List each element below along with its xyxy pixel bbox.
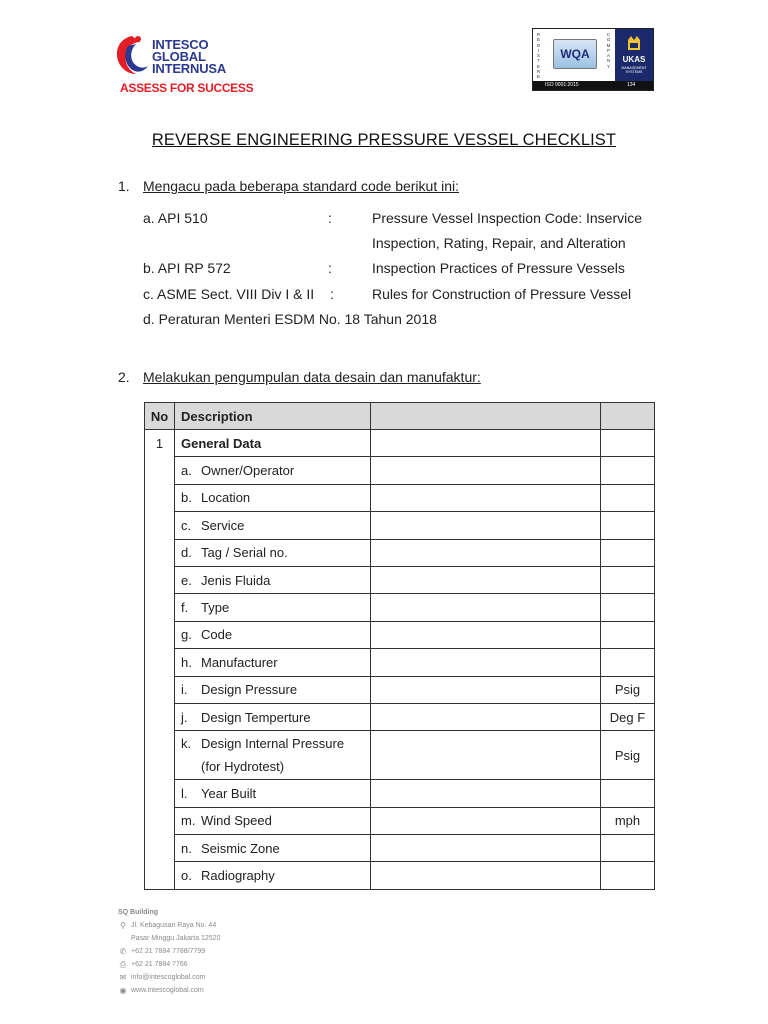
row-letter: i. — [181, 682, 188, 698]
row-desc-cont: (for Hydrotest) — [201, 759, 285, 775]
table-row — [145, 594, 655, 621]
no-cell — [145, 807, 175, 834]
value-cell[interactable] — [371, 430, 601, 457]
document-title: REVERSE ENGINEERING PRESSURE VESSEL CHECKLIST — [151, 131, 617, 149]
no-cell — [145, 780, 175, 807]
unit-cell — [601, 512, 655, 539]
iso-label: ISO 9001:2015 — [545, 82, 579, 88]
unit-cell — [601, 835, 655, 862]
value-cell[interactable] — [371, 539, 601, 566]
section2-heading: Melakukan pengumpulan data desain dan manufaktur: — [143, 369, 481, 385]
value-cell[interactable] — [371, 862, 601, 889]
unit-cell — [601, 539, 655, 566]
unit-cell: mph — [601, 807, 655, 834]
description-cell — [175, 731, 371, 780]
wqa-mark — [533, 29, 616, 81]
footer-building: SQ Building — [118, 909, 159, 916]
unit-cell — [601, 430, 655, 457]
unit-cell — [601, 566, 655, 593]
design-data-table — [144, 402, 655, 890]
value-cell[interactable] — [371, 835, 601, 862]
row-letter: a. — [181, 463, 192, 479]
ukas-mark — [615, 29, 653, 81]
value-cell[interactable] — [371, 703, 601, 730]
cert-number: 134 — [627, 82, 636, 88]
description-cell — [175, 484, 371, 511]
no-cell — [145, 703, 175, 730]
mail-icon: ✉ — [119, 973, 127, 982]
table-row — [145, 731, 655, 780]
unit-cell — [601, 457, 655, 484]
row-desc: Code — [201, 627, 233, 643]
value-cell[interactable] — [371, 621, 601, 648]
description-cell — [175, 457, 371, 484]
value-cell[interactable] — [371, 676, 601, 703]
row-letter: o. — [181, 868, 192, 884]
logo-wordmark: INTESCO GLOBAL INTERNUSA — [152, 37, 227, 76]
cert-right-vertical: C O M P A N Y — [606, 32, 611, 69]
row-desc: Owner/Operator — [201, 463, 295, 479]
row-desc: Seismic Zone — [201, 840, 280, 856]
row-letter: b. — [181, 490, 192, 506]
description-cell — [175, 780, 371, 807]
footer-phone-text: +62 21 7884 7788/7799 — [131, 948, 206, 955]
logo-tagline: ASSESS FOR SUCCESS — [120, 81, 254, 95]
column-header-value — [371, 403, 601, 430]
row-desc: Location — [201, 490, 251, 506]
section1-number: 1. — [118, 178, 130, 194]
footer-email-link[interactable]: info@intescoglobal.com — [131, 974, 206, 981]
unit-cell — [601, 862, 655, 889]
no-cell — [145, 862, 175, 889]
section2-number: 2. — [118, 369, 130, 385]
column-header-description: Description — [175, 403, 371, 430]
no-cell — [145, 676, 175, 703]
fax-icon: ⎙ — [119, 960, 127, 969]
row-letter: n. — [181, 840, 192, 856]
description-cell — [175, 862, 371, 889]
table-row — [145, 457, 655, 484]
row-letter: m. — [181, 813, 196, 829]
code-item-desc-cont: Inspection, Rating, Repair, and Alteration — [372, 235, 626, 251]
table-row — [145, 484, 655, 511]
description-cell — [175, 835, 371, 862]
certification-badge — [532, 28, 654, 91]
row-letter: d. — [181, 545, 192, 561]
company-logo — [114, 32, 254, 95]
code-item-label: b. API RP 572 — [143, 260, 231, 276]
unit-cell — [601, 780, 655, 807]
code-item-label: d. Peraturan Menteri ESDM No. 18 Tahun 2018 — [143, 311, 437, 327]
location-pin-icon: ⚲ — [120, 921, 126, 930]
description-cell — [175, 566, 371, 593]
row-desc: Design Temperture — [201, 709, 311, 725]
row-desc: Jenis Fluida — [201, 572, 271, 588]
code-item-colon: : — [328, 260, 332, 276]
footer-contact — [118, 906, 221, 997]
row-desc: Wind Speed — [201, 813, 272, 829]
unit-cell — [601, 621, 655, 648]
value-cell[interactable] — [371, 649, 601, 676]
footer-web-link[interactable]: www.intescoglobal.com — [131, 987, 204, 994]
code-item-colon: : — [328, 210, 332, 226]
footer-fax-text: +62 21 7884 7766 — [131, 961, 188, 968]
row-desc: Tag / Serial no. — [201, 545, 288, 561]
no-cell — [145, 539, 175, 566]
table-row — [145, 512, 655, 539]
table-header-row — [145, 403, 655, 430]
unit-cell — [601, 484, 655, 511]
row-letter: j. — [181, 709, 188, 725]
footer-web — [118, 984, 221, 997]
column-header-no: No — [145, 403, 175, 430]
ukas-sub: MANAGEMENT SYSTEMS — [621, 66, 647, 74]
row-letter: f. — [181, 600, 189, 616]
row-letter: e. — [181, 572, 192, 588]
cert-left-vertical: R E G I S T E R E — [536, 32, 541, 80]
value-cell[interactable] — [371, 566, 601, 593]
cert-bottom-bar — [533, 81, 653, 90]
value-cell[interactable] — [371, 484, 601, 511]
description-cell — [175, 703, 371, 730]
code-item-label: a. API 510 — [143, 210, 208, 226]
footer-email — [118, 971, 221, 984]
code-item-label: c. ASME Sect. VIII Div I & II — [143, 286, 315, 302]
no-cell — [145, 649, 175, 676]
unit-cell: Psig — [601, 731, 655, 780]
no-cell — [145, 566, 175, 593]
column-header-unit — [601, 403, 655, 430]
table-row — [145, 835, 655, 862]
table-row — [145, 780, 655, 807]
description-cell — [175, 621, 371, 648]
row-desc: Type — [201, 600, 230, 616]
value-cell[interactable] — [371, 457, 601, 484]
row-letter: l. — [181, 785, 188, 801]
footer-fax — [118, 958, 221, 971]
description-cell — [175, 512, 371, 539]
logo-mark-icon — [114, 32, 150, 80]
row-letter: k. — [181, 736, 192, 752]
code-item-desc: Inspection Practices of Pressure Vessels — [372, 260, 625, 276]
no-cell — [145, 457, 175, 484]
row-desc: Design Internal Pressure — [201, 736, 345, 752]
row-desc: Manufacturer — [201, 654, 278, 670]
description-cell — [175, 539, 371, 566]
table-row — [145, 676, 655, 703]
table-row — [145, 621, 655, 648]
value-cell[interactable] — [371, 807, 601, 834]
ukas-label: UKAS — [622, 55, 646, 64]
group-title: General Data — [175, 430, 371, 457]
no-cell — [145, 835, 175, 862]
table-row — [145, 703, 655, 730]
unit-cell — [601, 649, 655, 676]
row-desc: Service — [201, 517, 245, 533]
row-letter: c. — [181, 517, 192, 533]
row-letter: h. — [181, 654, 192, 670]
wqa-globe-icon: WQA — [553, 39, 597, 69]
table-row — [145, 649, 655, 676]
footer-phone — [118, 945, 221, 958]
unit-cell — [601, 594, 655, 621]
footer-address-line2: Pasar Minggu Jakarta 12520 — [131, 935, 221, 942]
table-row — [145, 539, 655, 566]
code-item-desc: Rules for Construction of Pressure Vessel — [372, 286, 632, 302]
description-cell — [175, 594, 371, 621]
section1-heading: Mengacu pada beberapa standard code berikut ini: — [143, 178, 459, 194]
unit-cell: Psig — [601, 676, 655, 703]
no-cell — [145, 621, 175, 648]
footer-address-line1: Jl. Kebagusan Raya No. 44 — [131, 922, 217, 929]
crown-icon — [626, 34, 642, 52]
value-cell[interactable] — [371, 780, 601, 807]
description-cell — [175, 807, 371, 834]
row-desc: Design Pressure — [201, 682, 298, 698]
row-letter: g. — [181, 627, 192, 643]
table-row — [145, 862, 655, 889]
footer-address — [118, 919, 221, 932]
code-item-colon: : — [330, 286, 334, 302]
table-group-row — [145, 430, 655, 457]
no-cell — [145, 484, 175, 511]
row-desc: Radiography — [201, 868, 275, 884]
globe-icon: ◉ — [119, 986, 127, 995]
no-cell — [145, 594, 175, 621]
group-number: 1 — [145, 430, 175, 457]
no-cell — [145, 512, 175, 539]
unit-cell: Deg F — [601, 703, 655, 730]
code-item-desc: Pressure Vessel Inspection Code: Inservice — [372, 210, 643, 226]
value-cell[interactable] — [371, 731, 601, 780]
table-row — [145, 566, 655, 593]
no-cell — [145, 731, 175, 780]
table-row — [145, 807, 655, 834]
value-cell[interactable] — [371, 512, 601, 539]
phone-icon: ✆ — [119, 947, 127, 956]
value-cell[interactable] — [371, 594, 601, 621]
row-desc: Year Built — [201, 785, 257, 801]
description-cell — [175, 676, 371, 703]
description-cell — [175, 649, 371, 676]
